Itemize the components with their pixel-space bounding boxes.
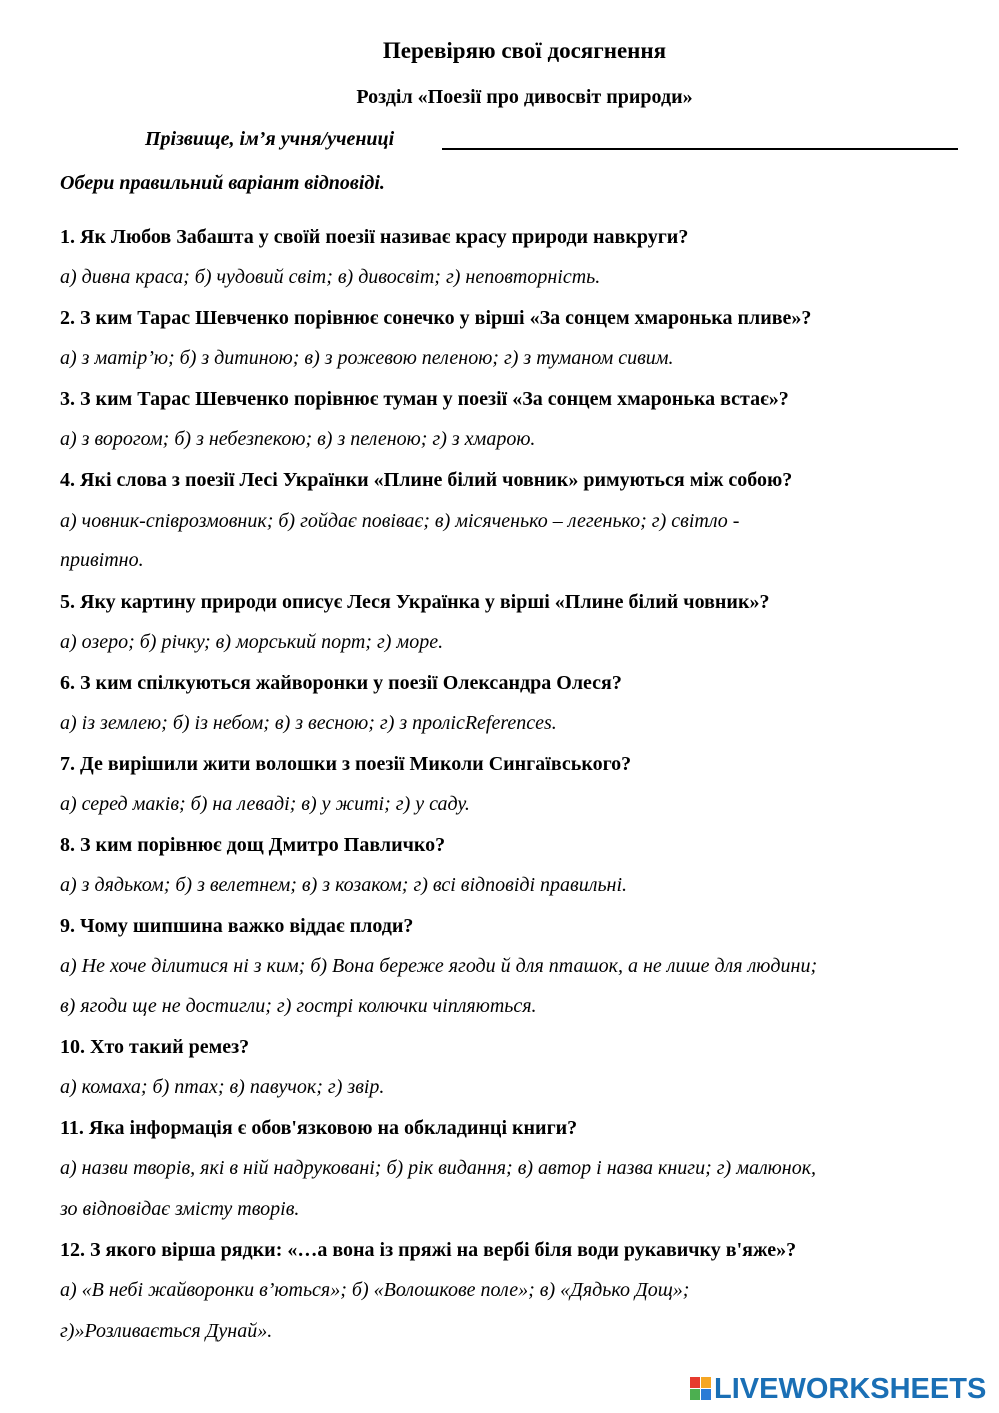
answer-options-12-cont: г)»Розливається Дунай». <box>60 1320 273 1342</box>
answer-options-7: а) серед маків; б) на леваді; в) у житі; г) у саду. <box>60 793 470 815</box>
liveworksheets-logo <box>690 1373 986 1405</box>
logo-mark-square <box>701 1377 711 1388</box>
question-3: 3. З ким Тарас Шевченко порівнює туман у поезії «За сонцем хмаронька встає»? <box>60 388 789 410</box>
student-name-label: Прізвище, ім’я учня/учениці <box>145 128 395 150</box>
logo-mark-square <box>701 1389 711 1400</box>
question-8: 8. З ким порівнює дощ Дмитро Павличко? <box>60 834 446 856</box>
answer-options-4: а) човник-співрозмовник; б) гойдає повіває; в) місяченько – легенько; г) світло - <box>60 510 740 532</box>
section-subtitle: Розділ «Поезії про дивосвіт природи» <box>356 86 693 108</box>
logo-mark-square <box>690 1377 700 1388</box>
question-4: 4. Які слова з поезії Лесі Українки «Плине білий човник» римуються між собою? <box>60 469 793 491</box>
student-name-field[interactable] <box>442 148 958 150</box>
answer-options-9: а) Не хоче ділитися ні з ким; б) Вона береже ягоди й для пташок, а не лише для людини; <box>60 955 818 977</box>
question-9: 9. Чому шипшина важко віддає плоди? <box>60 915 414 937</box>
answer-options-4-cont: привітно. <box>60 549 144 571</box>
answer-options-11-cont: зо відповідає змісту творів. <box>60 1198 300 1220</box>
liveworksheets-mark-icon <box>690 1377 712 1401</box>
page-title: Перевіряю свої досягнення <box>382 38 667 63</box>
answer-options-5: а) озеро; б) річку; в) морський порт; г) море. <box>60 631 444 653</box>
logo-mark-square <box>690 1389 700 1400</box>
question-2: 2. З ким Тарас Шевченко порівнює сонечко у вірші «За сонцем хмаронька пливе»? <box>60 307 812 329</box>
question-5: 5. Яку картину природи описує Леся Українка у вірші «Плине білий човник»? <box>60 591 770 613</box>
question-1: 1. Як Любов Забашта у своїй поезії називає красу природи навкруги? <box>60 226 689 248</box>
instruction-text: Обери правильний варіант відповіді. <box>60 172 385 194</box>
question-6: 6. З ким спілкуються жайворонки у поезії Олександра Олеся? <box>60 672 622 694</box>
question-7: 7. Де вирішили жити волошки з поезії Миколи Сингаївського? <box>60 753 632 775</box>
answer-options-10: а) комаха; б) птах; в) павучок; г) звір. <box>60 1076 385 1098</box>
liveworksheets-brand: LIVEWORKSHEETS <box>714 1372 987 1405</box>
answer-options-11: а) назви творів, які в ній надруковані; б) рік видання; в) автор і назва книги; г) малюнок, <box>60 1157 817 1179</box>
answer-options-1: а) дивна краса; б) чудовий світ; в) дивосвіт; г) неповторність. <box>60 266 601 288</box>
question-11: 11. Яка інформація є обов'язковою на обкладинці книги? <box>60 1117 578 1139</box>
answer-options-8: а) з дядьком; б) з велетнем; в) з козаком; г) всі відповіді правильні. <box>60 874 628 896</box>
question-10: 10. Хто такий ремез? <box>60 1036 250 1058</box>
answer-options-3: а) з ворогом; б) з небезпекою; в) з пеленою; г) з хмарою. <box>60 428 536 450</box>
answer-options-12: а) «В небі жайворонки в’ються»; б) «Волошкове поле»; в) «Дядько Дощ»; <box>60 1279 690 1301</box>
answer-options-6: а) із землею; б) із небом; в) з весною; г) з пролісReferences. <box>60 712 557 734</box>
answer-options-9-cont: в) ягоди ще не достигли; г) гострі колючки чіпляються. <box>60 995 537 1017</box>
answer-options-2: а) з матір’ю; б) з дитиною; в) з рожевою пеленою; г) з туманом сивим. <box>60 347 674 369</box>
question-12: 12. З якого вірша рядки: «…а вона із пряжі на вербі біля води рукавичку в'яже»? <box>60 1239 797 1261</box>
